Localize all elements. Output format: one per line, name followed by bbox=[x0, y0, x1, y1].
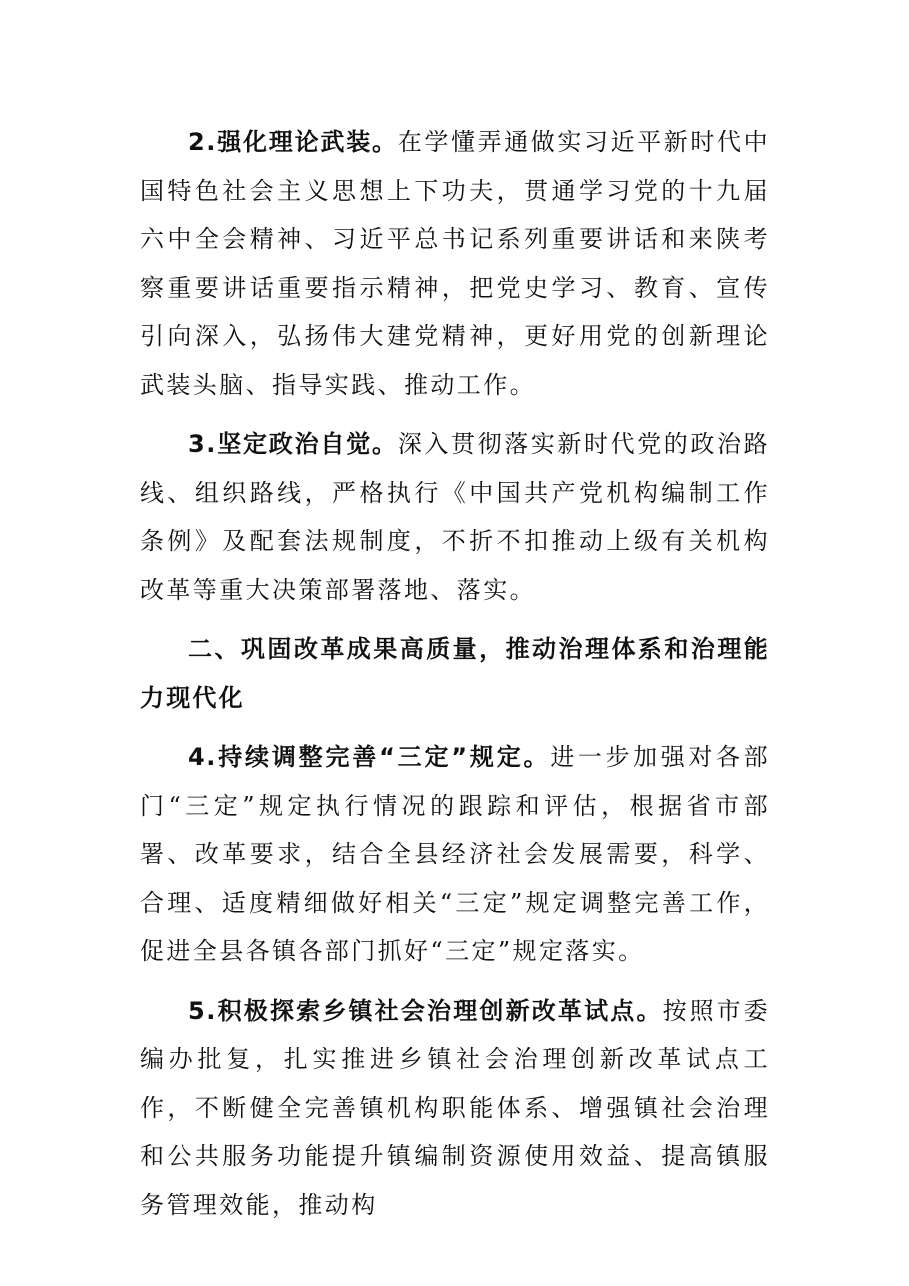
paragraph-2-lead: 2.强化理论武装。 bbox=[188, 128, 398, 156]
paragraph-3 bbox=[140, 420, 770, 614]
section-heading-2: 二、巩固改革成果高质量，推动治理体系和治理能力现代化 bbox=[140, 635, 770, 712]
paragraph-5-lead: 5.积极探索乡镇社会治理创新改革试点。 bbox=[188, 996, 663, 1025]
paragraph-4-lead: 4.持续调整完善“三定”规定。 bbox=[188, 743, 551, 771]
paragraph-2-body: 在学懂弄通做实习近平新时代中国特色社会主义思想上下功夫，贯通学习党的十九届六中全会精神、习近平总书记系列重要讲话和来陕考察重要讲话重要指示精神，把党史学习、教育、宣传引向深入，弘扬伟大建党精神，更好用党的创新理论武装头脑、指导实践、推动工作。 bbox=[140, 128, 770, 399]
paragraph-2 bbox=[140, 118, 770, 409]
paragraph-3-body: 深入贯彻落实新时代党的政治路线、组织路线，严格执行《中国共产党机构编制工作条例》及配套法规制度，不折不扣推动上级有关机构改革等重大决策部署落地、落实。 bbox=[140, 430, 770, 604]
paragraph-4 bbox=[140, 733, 770, 976]
document-page bbox=[140, 118, 770, 1229]
paragraph-4-body: 进一步加强对各部门“三定”规定执行情况的跟踪和评估，根据省市部署、改革要求，结合全县经济社会发展需要，科学、合理、适度精细做好相关“三定”规定调整完善工作，促进全县各镇各部门抓好“三定”规定落实。 bbox=[140, 743, 770, 965]
paragraph-3-lead: 3.坚定政治自觉。 bbox=[188, 430, 398, 458]
paragraph-5 bbox=[140, 987, 770, 1230]
paragraph-5-body: 按照市委编办批复，扎实推进乡镇社会治理创新改革试点工作，不断健全完善镇机构职能体系、增强镇社会治理和公共服务功能提升镇编制资源使用效益、提高镇服务管理效能，推动构 bbox=[140, 996, 770, 1219]
